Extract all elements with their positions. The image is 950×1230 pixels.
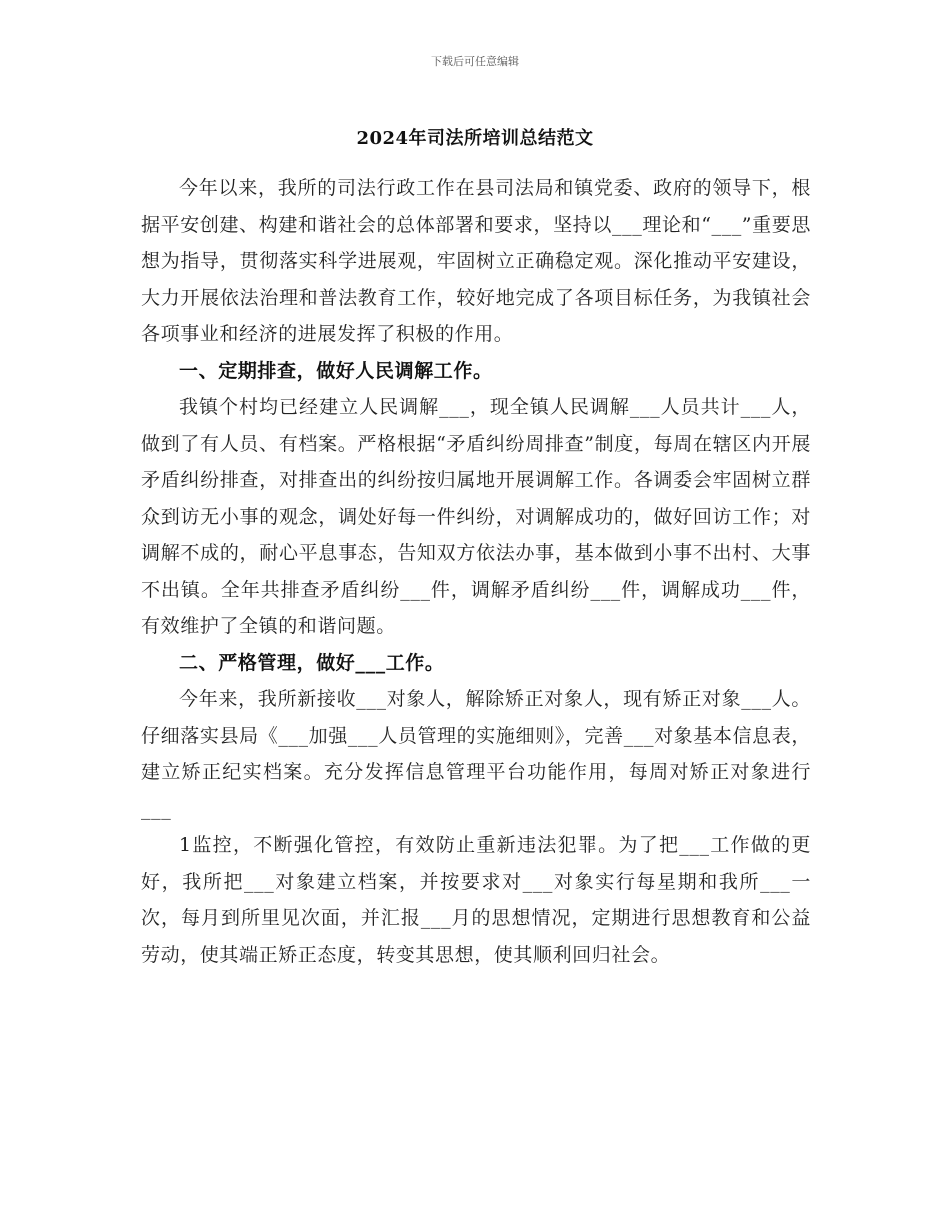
intro-paragraph: 今年以来，我所的司法行政工作在县司法局和镇党委、政府的领导下，根据平安创建、构建和谐社会的总体部署和要求，坚持以___理论和“___”重要思想为指导，贯彻落实科学进展观，牢固树立正确稳定观。深化推动平安建设，大力开展依法治理和普法教育工作，较好地完成了各项目标任务，为我镇社会各项事业和经济的进展发挥了积极的作用。 bbox=[141, 177, 811, 345]
document-body bbox=[141, 170, 811, 973]
page-title: 2024年司法所培训总结范文 bbox=[356, 128, 594, 149]
section-heading-1: 一、定期排查，做好人民调解工作。 bbox=[179, 359, 493, 382]
header-note: 下载后可任意编辑 bbox=[431, 55, 519, 68]
section-paragraph-2-continued: 1监控，不断强化管控，有效防止重新违法犯罪。为了把___工作做的更好，我所把___对象建立档案，并按要求对___对象实行每星期和我所___一次，每月到所里见次面，并汇报___月的思想情况，定期进行思想教育和公益劳动，使其端正矫正态度，转变其思想，使其顺利回归社会。 bbox=[141, 834, 811, 966]
section-heading-2: 二、严格管理，做好___工作。 bbox=[179, 651, 445, 674]
section-paragraph-2: 今年来，我所新接收___对象人，解除矫正对象人，现有矫正对象___人。仔细落实县局《___加强___人员管理的实施细则》，完善___对象基本信息表，建立矫正纪实档案。充分发挥信息管理平台功能作用，每周对矫正对象进行___ bbox=[141, 688, 811, 820]
section-paragraph-1: 我镇个村均已经建立人民调解___，现全镇人民调解___人员共计___人，做到了有人员、有档案。严格根据“矛盾纠纷周排查”制度，每周在辖区内开展矛盾纠纷排查，对排查出的纠纷按归属地开展调解工作。各调委会牢固树立群众到访无小事的观念，调处好每一件纠纷，对调解成功的，做好回访工作；对调解不成的，耐心平息事态，告知双方依法办事，基本做到小事不出村、大事不出镇。全年共排查矛盾纠纷___件，调解矛盾纠纷___件，调解成功___件，有效维护了全镇的和谐问题。 bbox=[141, 396, 811, 637]
